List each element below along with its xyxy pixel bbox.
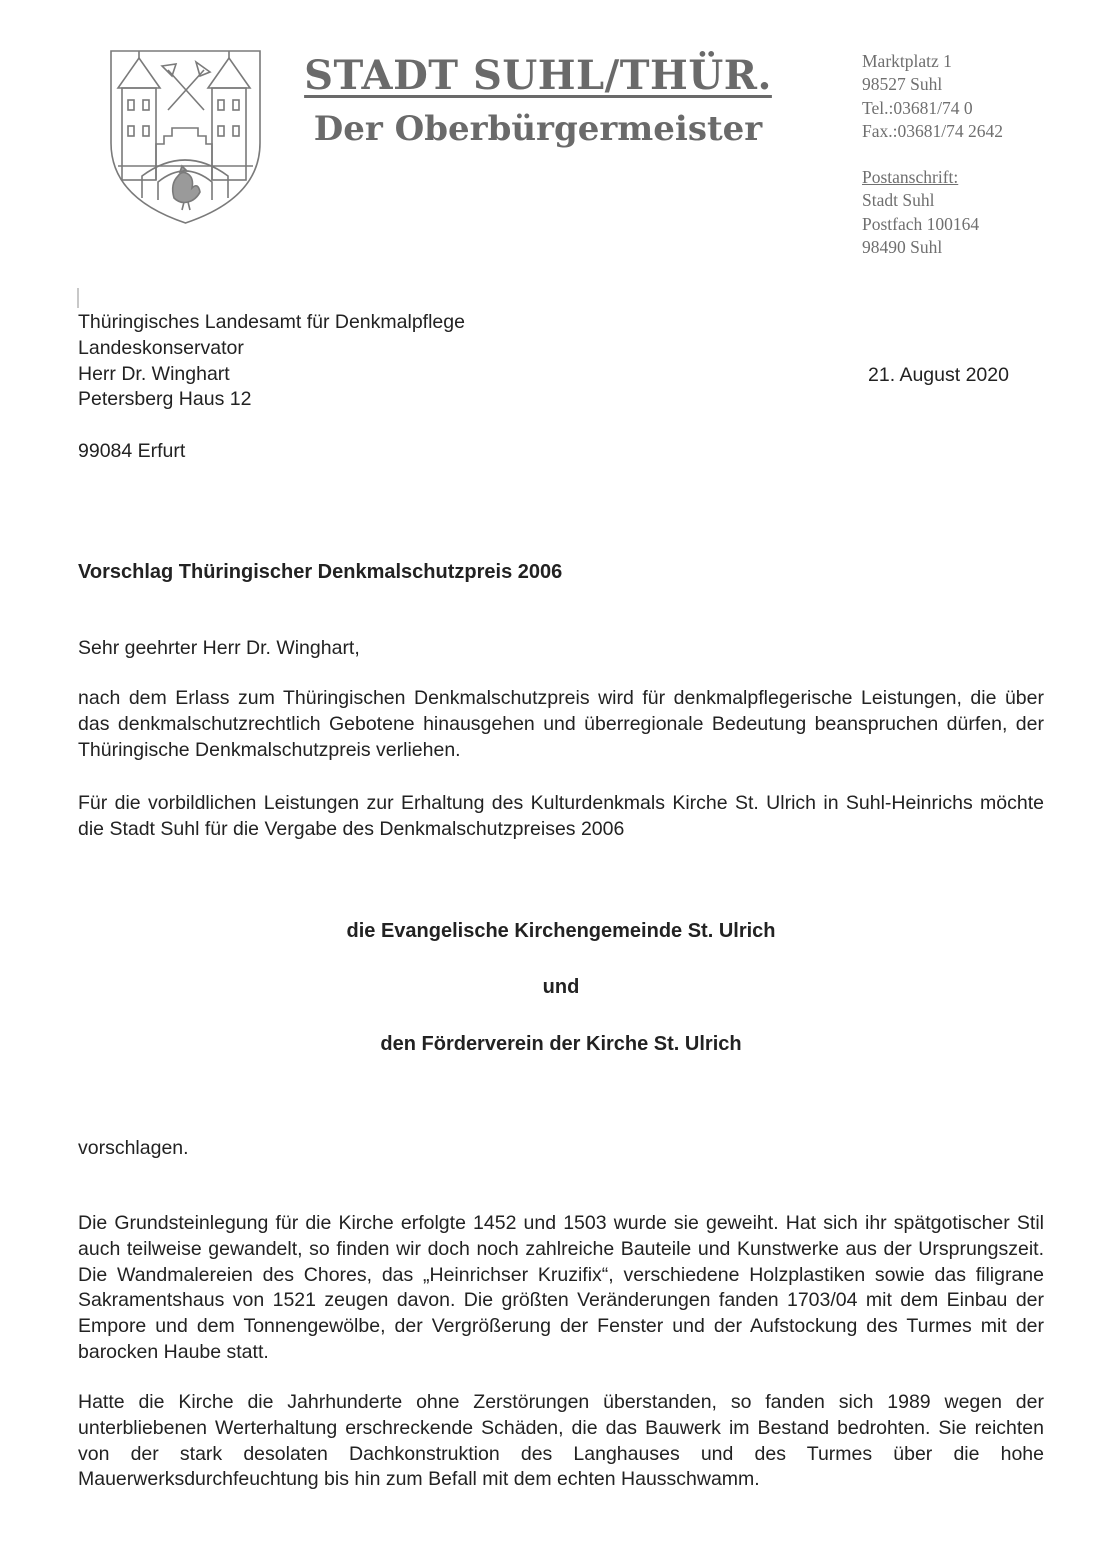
body-paragraph: Die Grundsteinlegung für die Kirche erfolgte 1452 und 1503 wurde sie geweiht. Hat sich ihr spätgotischer Stil auch teilweise gewandelt, so finden wir doch noch zahlreiche Bauteile und Kunstwerke aus der Ursprungszeit. Die Wandmalereien des Chores, das „Heinrichser Kruzifix“, verschiedene Holzplastiken sowie das filigrane Sakramentshaus von 1521 zeugen davon. Die größten Veränderungen fanden 1703/04 mit dem Einbau der Empore und dem Tonnengewölbe, der Vergrößerung der Fenster und der Aufstockung des Turmes mit der barocken Haube statt.: [78, 1212, 1044, 1363]
address-zip-city: 98527 Suhl: [862, 74, 943, 95]
body-paragraph: Für die vorbildlichen Leistungen zur Erhaltung des Kulturdenkmals Kirche St. Ulrich in Suhl-Heinrichs möchte die Stadt Suhl für die Vergabe des Denkmalschutzpreises 2006: [78, 792, 1044, 840]
address-tel: Tel.:03681/74 0: [862, 97, 973, 118]
recipient-line: Petersberg Haus 12: [78, 388, 252, 411]
body-paragraph: nach dem Erlass zum Thüringischen Denkmalschutzpreis wird für denkmalpflegerische Leistungen, die über das denkmalschutzrechtlich Gebotene hinausgehen und überregionale Bedeutung beanspruchen dürfen, der Thüringische Denkmalschutzpreis verliehen.: [78, 687, 1044, 761]
sender-address: [862, 50, 1003, 259]
nominee-2: den Förderverein der Kirche St. Ulrich: [380, 1033, 742, 1055]
recipient-line: Landeskonservator: [78, 336, 244, 359]
postal-city: 98490 Suhl: [862, 237, 943, 258]
city-coat-of-arms-icon: [108, 48, 263, 226]
nominee-1: die Evangelische Kirchengemeinde St. Ulrich: [346, 920, 776, 942]
city-name: STADT SUHL/THÜR.: [304, 52, 772, 99]
conjunction: und: [542, 976, 580, 998]
address-fax: Fax.:03681/74 2642: [862, 120, 1003, 141]
recipient-address: [78, 310, 465, 465]
postal-name: Stadt Suhl: [862, 190, 935, 211]
letterhead-title: [298, 48, 778, 154]
body-paragraph: Hatte die Kirche die Jahrhunderte ohne Zerstörungen überstanden, so fanden sich 1989 wegen der unterbliebenen Werterhaltung erschreckende Schäden, die das Bauwerk im Bestand bedrohten. Sie reichten von der stark desolaten Dachkonstruktion des Langhauses und des Turmes über die hohe Mauerwerksdurchfeuchtung bis hin zum Befall mit dem echten Hausschwamm.: [78, 1391, 1044, 1491]
letter-date: 21. August 2020: [868, 364, 1009, 386]
closing-word: vorschlagen.: [78, 1137, 189, 1159]
recipient-line: Thüringisches Landesamt für Denkmalpflege: [78, 311, 465, 333]
recipient-line: 99084 Erfurt: [78, 440, 186, 463]
salutation: Sehr geehrter Herr Dr. Winghart,: [78, 637, 360, 659]
recipient-line: Herr Dr. Winghart: [78, 362, 230, 385]
text-cursor: [77, 288, 79, 308]
address-street: Marktplatz 1: [862, 51, 952, 71]
office-title: Der Oberbürgermeister: [313, 109, 763, 149]
postal-box: Postfach 100164: [862, 213, 980, 234]
postal-label: Postanschrift:: [862, 167, 959, 188]
subject-line: Vorschlag Thüringischer Denkmalschutzpreis 2006: [78, 561, 563, 583]
